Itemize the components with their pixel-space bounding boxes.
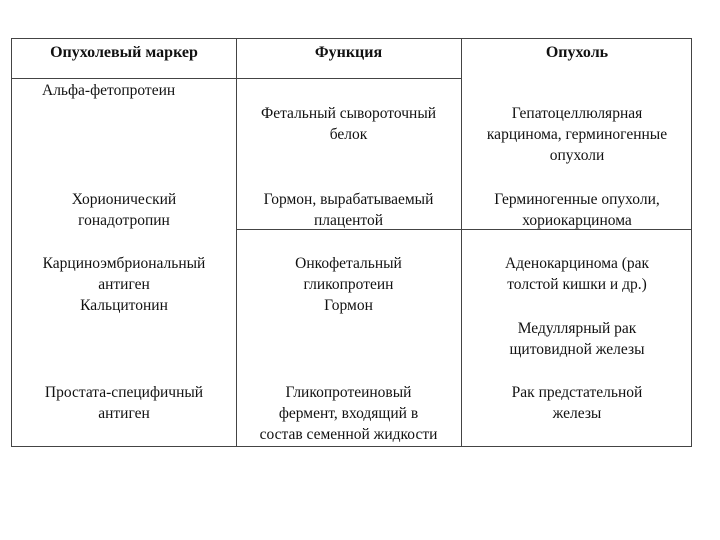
header-tumor: Опухоль — [545, 44, 609, 61]
row2-tumor-line1: Герминогенные опухоли, — [494, 191, 660, 208]
row3-function-line2: гликопротеин — [303, 276, 394, 293]
row1-tumor-line3: опухоли — [549, 147, 605, 164]
row3-tumor-extra-line2: щитовидной железы — [509, 341, 645, 358]
row4-marker-line1: Простата-специфичный — [44, 384, 204, 401]
row3-function-line3: Гормон — [324, 297, 373, 314]
row2-function-line2: плацентой — [314, 212, 383, 229]
row1-tumor-line1: Гепатоцеллюлярная — [511, 105, 643, 122]
row2-marker-line2: гонадотропин — [78, 212, 170, 229]
header-divider — [12, 78, 462, 79]
row1-marker: Альфа-фетопротеин — [42, 82, 176, 99]
row3-marker-line3: Кальцитонин — [80, 297, 168, 314]
row4-function-line2: фермент, входящий в — [278, 405, 419, 422]
row3-tumor-extra-line1: Медуллярный рак — [517, 320, 637, 337]
row3-marker-line1: Карциноэмбриональный — [42, 255, 206, 272]
row1-tumor-line2: карцинома, герминогенные — [486, 126, 668, 143]
row2-marker-line1: Хорионический — [71, 191, 177, 208]
row1-function-line2: белок — [329, 126, 368, 143]
row3-tumor-line2: толстой кишки и др.) — [507, 276, 647, 293]
row4-tumor-line2: железы — [552, 405, 602, 422]
row2-function-line1: Гормон, вырабатываемый — [263, 191, 434, 208]
header-marker: Опухолевый маркер — [50, 44, 198, 61]
row1-function-line1: Фетальный сывороточный — [260, 105, 437, 122]
row3-tumor-line1: Аденокарцинома (рак — [504, 255, 650, 272]
row3-marker-line2: антиген — [98, 276, 150, 293]
row2-tumor-line2: хориокарцинома — [522, 212, 632, 229]
row4-marker-line2: антиген — [98, 405, 150, 422]
row4-function-line3: состав семенной жидкости — [259, 426, 438, 443]
row3-function-line1: Онкофетальный — [295, 255, 402, 272]
tumor-marker-table — [11, 38, 692, 447]
row4-function-line1: Гликопротеиновый — [285, 384, 412, 401]
header-function: Функция — [314, 44, 383, 61]
row4-tumor-line1: Рак предстательной — [511, 384, 643, 401]
